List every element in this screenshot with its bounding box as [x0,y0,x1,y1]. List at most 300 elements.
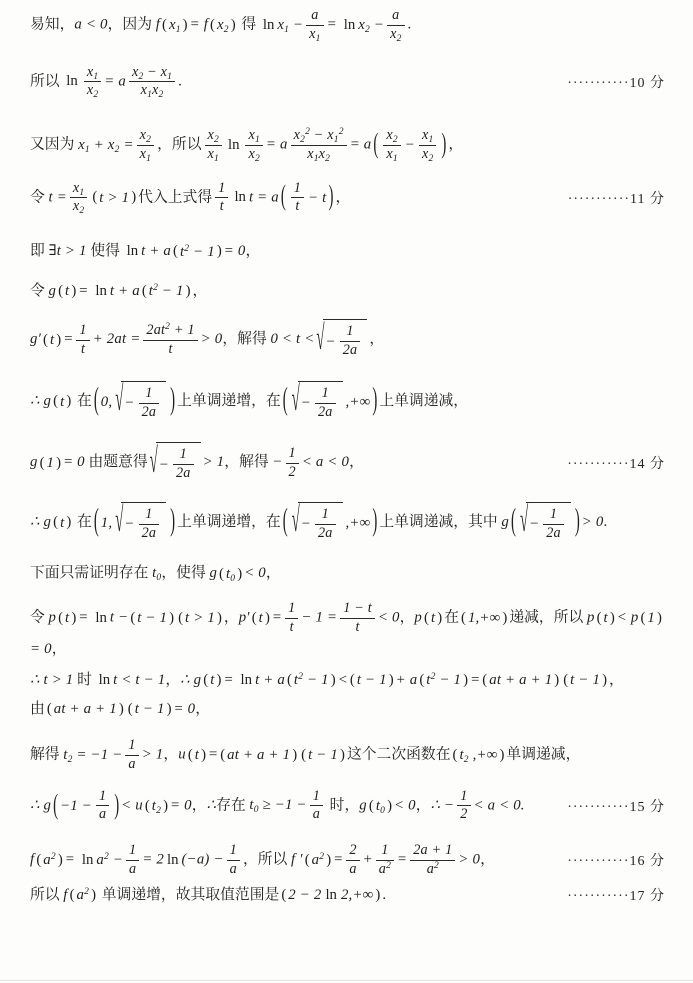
math-run: $x_1$ [207,145,219,164]
left-paren-icon: ( [286,672,292,688]
line-content [30,240,665,263]
text-run: ， [192,282,208,299]
right-paren-icon: ) [388,672,394,688]
math-run: a < 0 [74,16,108,33]
paren-group [141,280,192,302]
math-run: 2a [546,524,561,541]
subscript: 1 [84,144,90,155]
solution-line-4 [30,179,665,218]
line-content [30,179,558,218]
radicand [526,502,571,544]
denominator [315,524,336,543]
superscript: 2 [433,860,439,871]
right-paren-icon: ) [502,609,508,626]
math-run: $x_1$ [309,25,321,44]
numerator [139,385,160,403]
square-root [115,502,166,544]
math-run: t − 1 [356,672,387,689]
text-run: 由题意得 [84,454,148,471]
subscript: 2 [428,153,434,164]
numerator [286,445,299,463]
right-paren-icon: ) [387,797,393,814]
math-run: −1 − [60,797,92,814]
left-paren-icon: ( [219,565,224,582]
numerator [383,127,400,145]
denominator [129,81,175,100]
subscript: 1 [333,135,339,145]
text-run: ， [191,797,207,814]
text-run: 代入上式得 [138,189,213,206]
fraction [129,64,175,101]
text-run: 上单调递减， [379,393,469,410]
math-run: ∴ g [30,797,52,814]
right-paren-icon: ) [201,747,207,764]
left-paren-icon: ( [482,672,488,688]
math-run: $x_2$ [86,82,99,101]
paren-group [418,669,469,691]
denominator [340,618,375,637]
paren-group [562,669,608,691]
math-run: $t^2 - 1$ [293,672,329,689]
numerator [457,788,470,806]
paren-group [144,795,169,817]
roman-function-run: ln [234,189,246,206]
denominator [383,145,400,164]
math-run: $x_1$ [139,145,152,164]
right-paren-icon: ) [71,282,77,299]
line-content [30,787,557,826]
line-content [30,599,665,660]
paren-group [129,607,175,629]
math-run: 1 [46,455,55,472]
paren-content [375,795,386,817]
math-run: $x_1$ − [277,16,304,35]
math-run: a [392,7,400,23]
math-run: − [325,333,336,350]
line-content [30,126,665,165]
paren-group [349,669,395,691]
text-run: 递减，所以 [509,609,587,626]
superscript: 2 [386,860,392,871]
solution-line-14 [30,698,665,721]
math-run: $x_2$ [248,145,260,164]
right-paren-icon: ) [66,393,72,410]
subscript: 0 [230,573,236,584]
math-run: 1, [100,514,113,531]
score-mark: ···········14 分 [567,457,665,473]
fraction [291,180,304,217]
text-run: . [407,16,412,33]
math-run: $t^2 - 1$ [179,243,215,260]
math-run: < p [616,609,639,626]
math-run: $x_1$ [86,63,99,82]
math-run: $x_1$ [248,127,260,145]
paren-content [148,280,185,302]
square-root [520,502,571,544]
math-run: t [65,283,70,300]
math-run: $t_0$ [225,565,236,584]
subscript: 2 [79,206,85,217]
denominator [346,860,359,879]
fraction [126,842,139,879]
math-run: t − 1 [134,701,165,718]
math-run: a [312,806,320,823]
numerator [76,322,89,340]
math-run: $t_2$ ,+∞ [459,747,498,766]
radical-icon: √ [149,443,158,482]
math-run: 2a [141,524,157,541]
math-run: f [30,851,35,868]
subscript: 2 [93,90,99,101]
radical-icon: √ [291,502,300,541]
subscript: 2 [158,90,164,101]
subscript: 2 [223,25,229,36]
math-run: t < t − 1 [113,671,166,688]
right-paren-icon: ) [216,672,222,688]
math-run: < 0 [394,797,416,814]
paren-content [168,14,182,36]
math-run: t − 1 [570,672,601,689]
superscript: 2 [305,127,311,137]
fraction [125,737,138,774]
superscript: 2 [103,851,109,862]
left-paren-icon: ( [127,700,133,717]
text-run: . [178,73,182,90]
left-paren-icon: ( [173,243,178,260]
math-run: 1 [293,179,302,196]
math-run: 1 [321,505,329,522]
math-run: − [124,516,135,533]
square-root [115,381,166,423]
right-paren-icon: ) [169,609,175,626]
math-run: − [529,516,540,533]
solution-line-2 [30,63,665,102]
line-content [30,736,665,775]
numerator [173,446,194,464]
fraction [419,127,436,164]
math-run: − 1 = [301,609,338,626]
left-paren-icon: ( [203,672,209,688]
math-run: < 0 [244,565,266,582]
text-run: 时 [73,671,96,688]
numerator [129,64,175,82]
math-run: = a [104,73,126,90]
left-paren-icon: ( [563,672,569,688]
fraction [306,7,323,44]
denominator [125,755,138,774]
numerator [143,322,197,340]
text-run: ， [349,454,364,471]
right-paren-icon: ) [375,886,381,903]
solution-line-1 [30,6,665,45]
radical-icon: √ [316,320,325,359]
paren-content [46,452,56,474]
fraction [457,788,470,825]
text-run: ， [51,640,67,657]
math-run: $t^2 - 1$ [426,672,462,689]
right-paren-icon: ) [554,672,560,688]
text-run: 在 [444,609,459,626]
math-run: t + a [109,282,140,299]
paren-group [452,744,506,766]
left-paren-icon: ( [93,383,99,418]
math-run: $x_1$ [386,145,398,164]
math-run: > 0 [200,331,223,348]
paren-group [304,849,332,871]
math-run: (−a) − [181,851,224,868]
math-run: ∴ t > 1 [30,671,74,688]
math-run: t [65,610,70,627]
paren-content [646,607,656,629]
score-mark: ···········10 分 [567,75,665,91]
left-paren-icon: ( [251,609,257,626]
numerator [315,385,336,403]
math-run: 1 [647,610,656,627]
text-run: ， [163,746,179,763]
paren-content [458,744,498,766]
math-run: t [80,340,86,357]
text-run: ， [415,797,431,814]
math-run: t [603,610,608,627]
math-run: $a^2$ [426,860,439,877]
paren-group [280,884,381,906]
paren-content [287,179,328,218]
paren-content [226,744,291,766]
math-run: = [397,851,408,868]
subscript: 2 [392,135,398,145]
subscript: 2 [67,754,73,765]
text-run: ， [245,243,261,259]
line-content [30,318,665,362]
math-run: < [337,671,348,688]
text-run: 时， [325,797,360,814]
roman-function-run: ln [66,73,78,90]
math-run: 1 [128,737,136,754]
math-run: p [48,609,57,626]
fraction [96,788,109,825]
paren-group [251,607,271,629]
math-run: 2a [175,465,191,482]
math-run: $x_1$ [168,17,181,36]
math-run: 1 [179,446,187,463]
fraction [173,446,194,483]
math-run: t − 1 [137,610,168,627]
math-run: 1 [460,787,468,804]
left-paren-icon: ( [373,129,379,160]
math-run: a [98,806,107,823]
denominator [205,145,222,164]
denominator [285,618,298,637]
math-run: p [587,609,595,626]
math-run: t = a [248,189,279,206]
math-run: g [359,797,367,814]
left-paren-icon: ( [53,789,59,821]
paren-group [42,329,62,351]
math-run: > 0 [581,514,604,531]
math-run: t > 1 [99,189,130,206]
radicand [156,442,201,484]
text-run: 易知， [30,16,75,33]
left-paren-icon: ( [281,886,287,903]
denominator [291,145,347,164]
fraction [227,842,240,879]
paren-content [287,884,374,906]
solution-line-13 [30,669,665,692]
math-run: 2a [317,524,333,541]
math-run: t [295,198,300,215]
paren-group [177,607,223,629]
subscript: 1 [79,187,85,198]
left-paren-icon: ( [424,609,429,626]
math-run: 1,+∞ [467,610,501,627]
math-run: a [128,755,136,772]
left-paren-icon: ( [511,504,516,539]
subscript: 2 [254,153,260,164]
text-run: . [603,514,608,531]
right-paren-icon: ) [441,129,447,160]
math-run: = [333,851,344,868]
subscript: 2 [396,33,402,44]
right-paren-icon: ) [131,189,137,206]
left-paren-icon: ( [53,393,59,410]
left-paren-icon: ( [596,609,602,626]
solution-line-17 [30,841,665,880]
paren-group [218,563,243,585]
paren-content [289,501,372,545]
math-run: t − 1 [308,747,338,764]
math-run: $x_2$ [390,25,402,44]
math-run: g′ [30,331,42,348]
paren-content [184,607,216,629]
fraction [285,600,298,637]
subscript: 2 [463,755,469,766]
numerator [543,506,564,524]
subscript: 1 [428,135,434,145]
left-paren-icon: ( [130,609,136,626]
square-root [150,442,201,484]
line-content [30,501,665,545]
fraction [543,506,564,543]
math-run: a [229,860,237,877]
math-run: $t_0$ [375,797,386,816]
roman-function-run: ln [227,136,240,153]
paren-content [311,849,326,871]
left-paren-icon: ( [93,504,99,539]
subscript: 2 [365,24,370,35]
left-paren-icon: ( [640,609,646,626]
numerator [126,842,139,860]
numerator [291,127,347,145]
left-paren-icon: ( [368,797,374,814]
numerator [306,7,323,25]
subscript: 1 [214,153,219,164]
math-run: t = [48,189,67,206]
score-mark: ···········11 分 [567,191,665,207]
denominator [457,805,470,824]
roman-function-run: ln [240,671,253,688]
paren-group [35,849,63,871]
subscript: 2 [138,71,144,82]
paren-group [368,795,393,817]
math-run: $a^2$ [378,860,392,877]
denominator [139,403,160,422]
paren-content [42,849,57,871]
math-run: u [178,746,186,763]
score-mark: ···········16 分 [567,854,665,870]
fraction [84,64,101,101]
solution-line-3 [30,126,665,165]
numerator [340,600,375,618]
math-run: 1 [346,323,354,340]
math-run: 1 [312,787,320,804]
text-run: ， [265,565,281,582]
score-mark: ···········17 分 [567,889,665,905]
right-paren-icon: ) [230,16,236,33]
math-run: $t_0 \ge -1$ − [249,797,307,816]
fraction [70,180,87,217]
line-content [30,441,557,485]
math-run: p [414,609,422,626]
math-run: $x_2$ [421,145,434,164]
paren-group [52,512,72,534]
line-content [30,698,665,721]
radicand [298,502,343,544]
text-run: 单调递增，故其取值范围是 [98,886,280,903]
text-run: 下面只需证明存在 [30,565,153,582]
paren-content [134,698,166,720]
denominator [315,403,336,422]
math-run: ,+∞ [345,514,371,531]
text-run: 上单调递减，其中 [379,514,502,531]
math-run: t [258,610,263,627]
right-paren-icon: ) [609,609,615,626]
math-run: $x_2$ [207,127,219,145]
right-paren-icon: ) [182,16,188,33]
math-run: 1 [145,505,153,522]
superscript: 2 [430,672,436,683]
math-run: t [49,332,55,349]
paren-group [161,14,189,36]
paren-group [172,241,223,263]
math-run: > 0 [458,851,481,868]
text-run: ，因为 [107,16,156,33]
math-run: + 2at = [92,331,141,348]
math-run: 2 [349,842,357,859]
fraction [346,842,359,879]
right-paren-icon: ) [66,514,72,531]
text-run: 令 [30,609,49,626]
math-run: 1 − t [343,600,372,617]
fraction [76,322,89,359]
math-run: g [30,454,38,471]
paren-group [372,126,447,165]
superscript: 2 [50,852,56,863]
left-paren-icon: ( [92,189,98,206]
math-run: ∴ g [180,671,202,688]
math-run: 2 [460,806,468,823]
math-run: = [470,671,481,688]
roman-function-run: ln [95,609,107,626]
math-run: g [501,514,509,531]
math-run: t [219,198,224,215]
math-run: = [271,609,283,626]
math-run: 1 [79,321,87,338]
score-mark: ···········15 分 [567,799,665,815]
left-paren-icon: ( [46,700,52,717]
math-run: = [208,746,219,763]
math-run: − t [308,189,327,206]
math-run: ∴ g [30,393,52,410]
